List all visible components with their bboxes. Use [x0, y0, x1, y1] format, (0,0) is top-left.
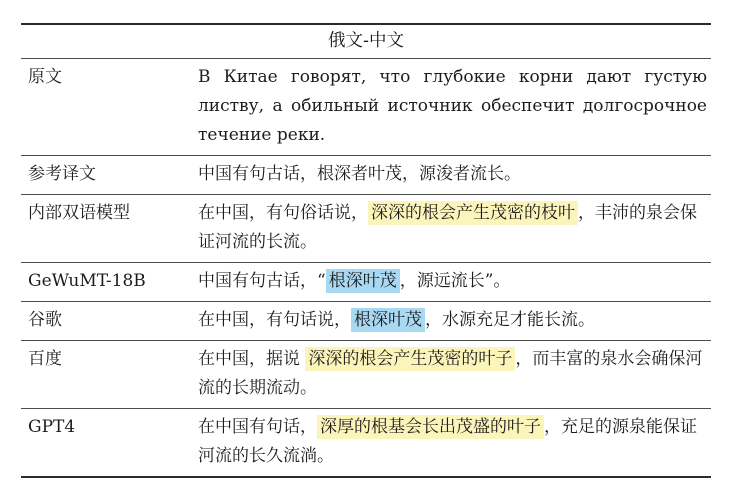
- row-label: 原文: [28, 67, 62, 87]
- text-segment: 在中国，有句话说，: [198, 310, 351, 330]
- row-content: [198, 63, 711, 150]
- row-content: [198, 267, 711, 296]
- text-segment: 中国有句古话，根深者叶茂，源浚者流长。: [198, 164, 521, 184]
- text-segment: 在中国，有句俗话说，: [198, 203, 368, 223]
- row-content: [198, 306, 711, 335]
- table-row-reference: [21, 155, 711, 194]
- text-segment: 中国有句古话，“: [198, 271, 326, 291]
- table-title: 俄文-中文: [328, 31, 404, 51]
- row-content: [198, 160, 711, 189]
- text-segment: ，水源充足才能长流。: [425, 310, 595, 330]
- row-label: GeWuMT-18B: [28, 271, 146, 291]
- highlighted-segment-yellow: 深深的根会产生茂密的枝叶: [368, 201, 578, 225]
- highlighted-segment-yellow: 深深的根会产生茂密的叶子: [305, 347, 515, 371]
- text-segment: ，充足的源泉能保证河流的长久流淌。: [198, 417, 697, 466]
- highlighted-segment-blue: 根深叶茂: [351, 308, 425, 332]
- text-segment: В Китае говорят, что глубокие корни дают густую листву, а обильный источник обеспечит долгосрочное течение реки.: [198, 67, 707, 145]
- text-segment: 在中国，据说: [198, 349, 306, 369]
- row-content: [198, 345, 711, 403]
- row-label: 百度: [28, 349, 62, 369]
- row-label: 参考译文: [28, 164, 96, 184]
- translation-comparison-table: [21, 23, 711, 478]
- table-row-google: [21, 301, 711, 340]
- table-row-source: [21, 58, 711, 155]
- text-segment: ，源远流长”。: [399, 271, 511, 291]
- table-row-internal-bilingual-model: [21, 194, 711, 262]
- table-row-gewumt-18b: [21, 262, 711, 301]
- highlighted-segment-blue: 根深叶茂: [326, 269, 400, 293]
- row-content: [198, 413, 711, 471]
- text-segment: ，丰沛的泉会保证河流的长流。: [198, 203, 697, 252]
- table-row-baidu: [21, 340, 711, 408]
- row-label: GPT4: [28, 417, 76, 437]
- text-segment: 在中国有句话，: [198, 417, 317, 437]
- highlighted-segment-yellow: 深厚的根基会长出茂盛的叶子: [317, 415, 544, 439]
- row-label: 谷歌: [28, 310, 62, 330]
- row-content: [198, 199, 711, 257]
- row-label: 内部双语模型: [28, 203, 130, 223]
- text-segment: ，而丰富的泉水会确保河流的长期流动。: [198, 349, 703, 398]
- table-row-gpt4: [21, 408, 711, 476]
- table-header-row: [21, 25, 711, 58]
